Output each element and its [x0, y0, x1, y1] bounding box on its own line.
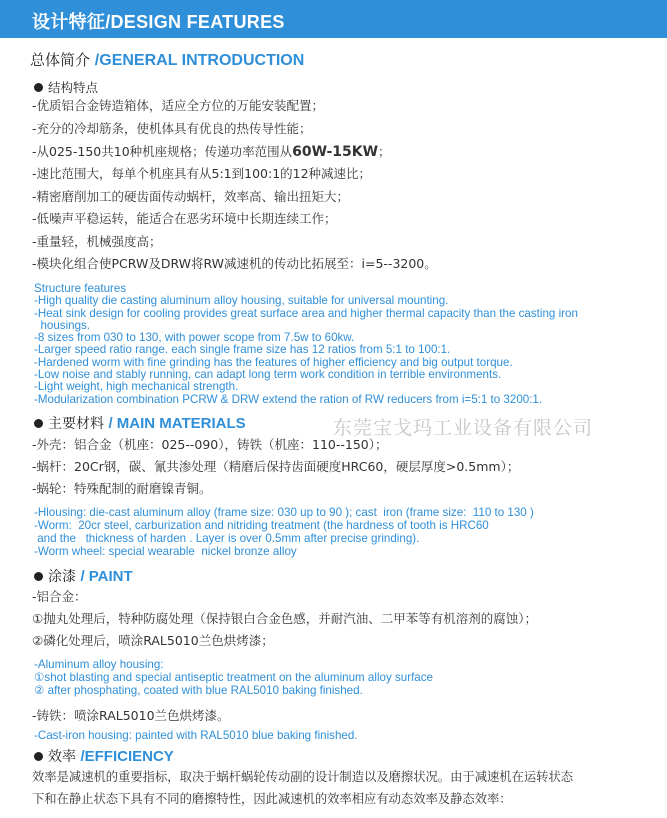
materials-cn: 主要材料	[48, 416, 104, 432]
materials-line-1: -外壳：铝合金（机座：025--090），铸铁（机座：110--150）；	[32, 437, 388, 452]
structure-heading-text: 结构特点	[48, 80, 99, 95]
power-line-suffix: ；	[378, 144, 391, 159]
bullet-icon	[34, 752, 43, 761]
efficiency-heading	[34, 746, 174, 766]
paint-line-2: ①抛丸处理后，特种防腐处理（保持银白合金色感，并耐汽油、二甲苯等有机溶剂的腐蚀）；	[32, 611, 537, 626]
paint-en-line: ② after phosphating, coated with blue RAL5010 baking finished.	[34, 684, 363, 697]
paint-line-3: ②磷化处理后，喷涂RAL5010兰色烘烤漆；	[32, 633, 274, 648]
paint-iron-en	[34, 730, 358, 742]
structure-en-line: -Larger speed ratio range. each single frame size has 12 ratios from 5:1 to 100:1.	[34, 343, 451, 357]
structure-en-line: -Modularization combination PCRW & DRW extend the ration of RW reducers from i=5:1 to 3200:1.	[34, 392, 543, 406]
structure-en-line: -Light weight, high mechanical strength.	[34, 380, 239, 394]
structure-en-line: -Low noise and stably running, can adapt long term work condition in terrible environments.	[34, 368, 502, 382]
structure-line-7: -模块化组合使PCRW及DRW将RW减速机的传动比拓展至：i=5--3200。	[32, 256, 437, 271]
efficiency-cn: 效率	[48, 749, 76, 765]
efficiency-line-2: 下和在静止状态下具有不同的磨擦特性，因此减速机的效率相应有动态效率及静态效率：	[32, 792, 512, 806]
paint-cn: 涂漆	[48, 569, 76, 585]
general-intro-heading	[30, 49, 304, 70]
bullet-icon	[34, 419, 43, 428]
structure-line-2: -充分的冷却筋条，使机体具有优良的热传导性能；	[32, 121, 312, 136]
paint-heading	[34, 566, 133, 586]
materials-en-block	[34, 506, 534, 558]
structure-en-line: -Hardened worm with fine grinding has the features of higher efficiency and big output torque.	[34, 355, 513, 369]
materials-en-line: -Worm wheel: special wearable nickel bronze alloy	[34, 545, 297, 558]
paint-en: / PAINT	[80, 568, 133, 585]
structure-en-block	[34, 283, 578, 406]
materials-line-3: -蜗轮：特殊配制的耐磨镍青铜。	[32, 481, 212, 496]
company-watermark: 东莞宝戈玛工业设备有限公司	[333, 417, 594, 439]
paint-en-block	[34, 658, 433, 697]
materials-en-line: -Worm: 20cr steel, carburization and nitriding treatment (the hardness of tooth is HRC60	[34, 519, 489, 532]
structure-en-line: -High quality die casting aluminum alloy housing, suitable for universal mounting.	[34, 294, 449, 308]
materials-line-2: -蜗杆：20Cr钢，碳、氰共渗处理（精磨后保持齿面硬度HRC60，硬层厚度>0.5mm）；	[32, 459, 520, 474]
structure-heading	[34, 78, 98, 96]
structure-en-line: Structure features	[34, 282, 127, 295]
paint-iron-cn: -铸铁：喷涂RAL5010兰色烘烤漆。	[32, 708, 230, 723]
structure-line-4: -精密磨削加工的硬齿面传动蜗杆，效率高、输出扭矩大；	[32, 189, 350, 204]
bullet-icon	[34, 572, 43, 581]
paint-en-line: ①shot blasting and special antiseptic treatment on the aluminum alloy surface	[34, 671, 433, 684]
materials-en: / MAIN MATERIALS	[108, 415, 246, 432]
paint-en-line: -Aluminum alloy housing:	[34, 658, 164, 671]
structure-en-line: -8 sizes from 030 to 130, with power scope from 7.5w to 60kw.	[34, 331, 355, 345]
structure-line-5: -低噪声平稳运转，能适合在恶劣环境中长期连续工作；	[32, 211, 337, 226]
materials-en-line: and the thickness of harden . Layer is over 0.5mm after precise grinding).	[34, 532, 420, 545]
structure-line-1: -优质铝合金铸造箱体，适应全方位的万能安装配置；	[32, 98, 325, 113]
paint-iron-en-line: -Cast-iron housing: painted with RAL5010 blue baking finished.	[34, 729, 358, 742]
efficiency-en: /EFFICIENCY	[80, 748, 174, 765]
structure-line-power	[32, 143, 391, 161]
paint-line-1: -铝合金：	[32, 589, 87, 604]
materials-en-line: -Hlousing: die-cast aluminum alloy (frame size: 030 up to 90 ); cast iron (frame size: 110 to 130 )	[34, 506, 534, 519]
general-intro-cn: 总体简介	[30, 51, 91, 69]
efficiency-line-1: 效率是减速机的重要指标，取决于蜗杆蜗轮传动副的设计制造以及磨擦状况。由于减速机在运转状态	[32, 770, 574, 784]
bullet-icon	[34, 83, 43, 92]
structure-line-6: -重量轻，机械强度高；	[32, 234, 162, 249]
banner-title: 设计特征/DESIGN FEATURES	[32, 12, 285, 32]
power-line-prefix: -从025-150共10种机座规格；传递功率范围从	[32, 144, 293, 159]
power-line-value: 60W-15KW	[292, 144, 379, 160]
general-intro-en: /GENERAL INTRODUCTION	[94, 52, 305, 69]
structure-en-line: housings.	[34, 318, 91, 332]
structure-en-line: -Heat sink design for cooling provides great surface area and higher thermal capacity than the casting iron	[34, 306, 578, 320]
structure-line-3: -速比范围大，每单个机座具有从5:1到100:1的12种减速比；	[32, 166, 372, 181]
materials-heading	[34, 413, 246, 433]
section-banner	[0, 0, 667, 38]
